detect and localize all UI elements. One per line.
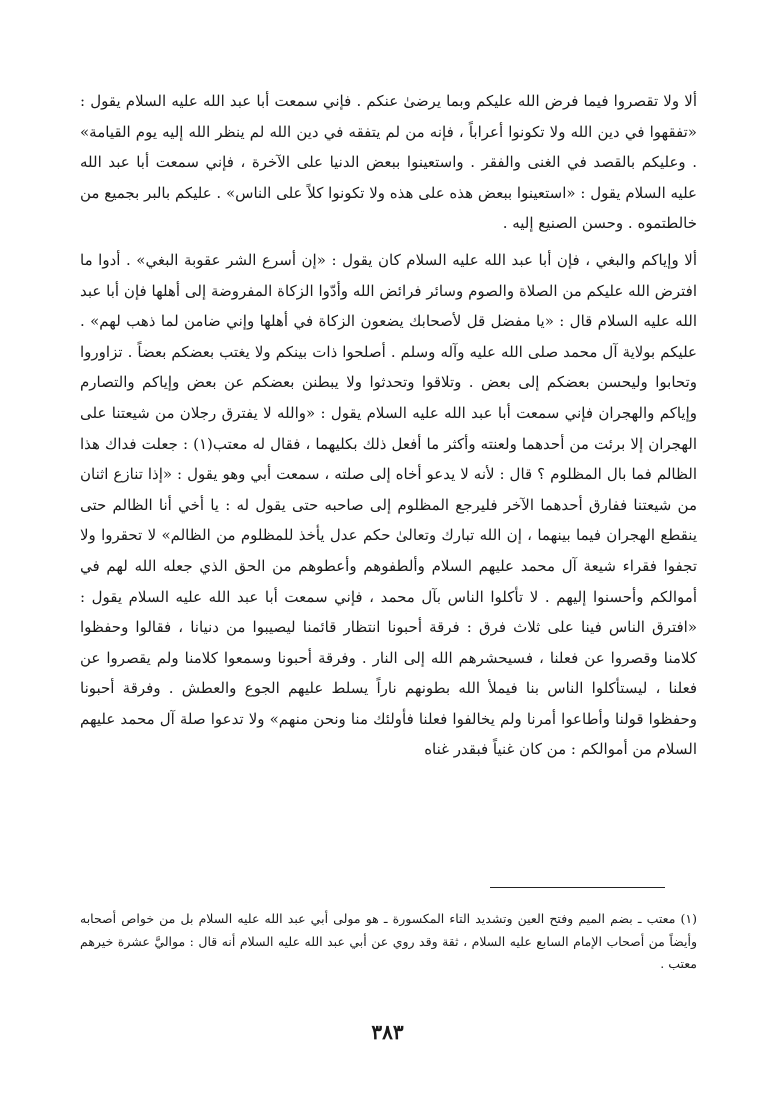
page-number: ٣٨٣	[371, 1020, 404, 1044]
paragraph-1: ألا ولا تقصروا فيما فرض الله عليكم وبما يرضىٰ عنكم . فإني سمعت أبا عبد الله عليه السلام يقول : «تفقهوا في دين الله ولا تكونوا أعراباً ، فإنه من لم يتفقه في دين الله لم ينظر الله إليه يوم القيامة» . وعليكم بالقصد في الغنى والفقر . واستعينوا ببعض الدنيا على الآخرة ، فإني سمعت أبا عبد الله عليه السلام يقول : «استعينوا ببعض هذه على هذه ولا تكونوا كلاً على الناس» . عليكم بالبر بجميع من خالطتموه . وحسن الصنيع إليه .	[80, 92, 697, 233]
footnote-1: (١) معتب ـ بضم الميم وفتح العين وتشديد التاء المكسورة ـ هو مولى أبي عبد الله عليه السلام بل من خواص أصحابه وأيضاً من أصحاب الإمام السابع عليه السلام ، ثقة وقد روي عن أبي عبد الله عليه السلام أنه قال : مواليَّ عشرة خيرهم معتب .	[80, 911, 697, 971]
footnotes	[80, 908, 697, 976]
paragraph-2: ألا وإياكم والبغي ، فإن أبا عبد الله عليه السلام كان يقول : «إن أسرع الشر عقوبة البغي» . أدوا ما افترض الله عليكم من الصلاة والصوم وسائر فرائض الله وأدّوا الزكاة المفروضة إلى أهلها فإن أبا عبد الله عليه السلام قال : «يا مفضل قل لأصحابك يضعون الزكاة في أهلها وإني ضامن لما ذهب لهم» . عليكم بولاية آل محمد صلى الله عليه وآله وسلم . أصلحوا ذات بينكم ولا يغتب بعضكم بعضاً . تزاوروا وتحابوا وليحسن بعضكم إلى بعض . وتلاقوا وتحدثوا ولا يبطنن بعضكم عن بعض وإياكم والتصارم وإياكم والهجران فإني سمعت أبا عبد الله عليه السلام يقول : «والله لا يفترق رجلان من شيعتنا على الهجران إلا برئت من أحدهما ولعنته وأكثر ما أفعل ذلك بكليهما ، فقال له معتب(١) : جعلت فداك هذا الظالم فما بال المظلوم ؟ قال : لأنه لا يدعو أخاه إلى صلته ، سمعت أبي وهو يقول : «إذا تنازع اثنان من شيعتنا ففارق أحدهما الآخر فليرجع المظلوم إلى صاحبه حتى يقول له : يا أخي أنا الظالم حتى ينقطع الهجران فيما بينهما ، إن الله تبارك وتعالىٰ حكم عدل يأخذ للمظلوم من الظالم» لا تحقروا ولا تجفوا فقراء شيعة آل محمد عليهم السلام وألطفوهم وأعطوهم من الحق الذي جعله الله لهم في أموالكم وأحسنوا إليهم . لا تأكلوا الناس بآل محمد ، فإني سمعت أبا عبد الله عليه السلام يقول : «افترق الناس فينا على ثلاث فرق : فرقة أحبونا انتظار قائمنا ليصيبوا من دنيانا ، فقالوا وحفظوا كلامنا وقصروا عن فعلنا ، فسيحشرهم الله إلى النار . وفرقة أحبونا وسمعوا كلامنا ولم يقصروا عن فعلنا ، ليستأكلوا الناس بنا فيملأ الله بطونهم ناراً يسلط عليهم الجوع والعطش . وفرقة أحبونا وحفظوا قولنا وأطاعوا أمرنا ولم يخالفوا فعلنا فأولئك منا ونحن منهم» ولا تدعوا صلة آل محمد عليهم السلام من أموالكم : من كان غنياً فبقدر غناه	[80, 250, 697, 759]
footnote-separator	[490, 887, 665, 888]
main-text	[80, 86, 697, 765]
